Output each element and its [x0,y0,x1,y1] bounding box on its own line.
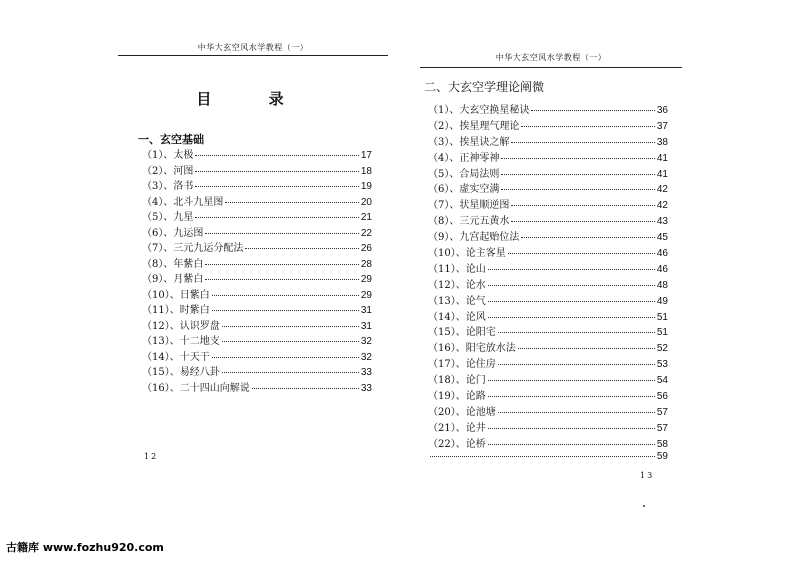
dot-leader [488,269,655,270]
toc-entry [428,355,668,371]
toc-entry-number: （14）、 [142,351,180,363]
toc-entry-number: （16）、 [142,382,180,394]
dot-leader [488,380,655,381]
dot-leader [501,158,655,159]
toc-entry-number: （17）、 [428,359,466,371]
toc-entry [428,323,668,339]
toc-entry [428,180,668,196]
running-header: 中华大玄空风水学教程（一） [197,43,309,52]
toc-entry-number: （8）、 [428,216,460,228]
toc-entry-title: 易经八卦 [179,367,220,378]
toc-entry-page: 49 [656,295,668,307]
toc-entry-title: 论路 [465,391,486,403]
toc-entry [428,244,668,260]
toc-entry-page: 57 [656,422,668,434]
toc-entry-page: 33 [360,367,372,378]
toc-entry [142,162,372,178]
dot-leader [195,186,359,187]
dot-leader [222,372,359,373]
toc-list [142,146,372,394]
toc-entry-title: 论主客星 [465,248,506,260]
toc-entry-number: （5）、 [142,212,174,223]
toc-entry-title: 大玄空换星秘诀 [459,105,530,116]
toc-entry-number: （15）、 [428,327,466,339]
dot-leader [430,456,655,457]
dot-leader [511,142,655,143]
toc-entry-number: （1）、 [142,150,174,161]
header-rule [118,55,388,56]
toc-entry-number: （7）、 [428,200,460,212]
dot-leader [531,110,655,111]
toc-entry [428,339,668,355]
dot-leader [501,174,655,175]
toc-entry [428,308,668,324]
toc-entry [142,193,372,209]
dot-leader [521,126,655,127]
toc-entry-title: 论风 [465,311,486,323]
toc-entry-number: （3）、 [428,136,460,148]
toc-entry-page: 29 [360,289,372,301]
scan-speck [643,505,645,507]
toc-entry [428,149,668,165]
toc-entry-number: （21）、 [428,422,466,434]
toc-entry-title: 挨星理气理论 [459,120,520,132]
toc-entry-title: 十天干 [179,351,210,363]
toc-entry-page: 51 [656,311,668,323]
toc-entry-title: 认识罗盘 [179,320,220,332]
toc-entry-title: 九星 [173,212,194,223]
toc-entry-page: 41 [656,152,668,164]
toc-entry [142,317,372,333]
toc-entry-page: 53 [656,359,668,371]
toc-entry-number: （18）、 [428,375,466,387]
toc-entry-page: 45 [656,232,668,244]
toc-entry-page: 20 [360,196,372,208]
toc-entry-number: （12）、 [428,279,466,291]
toc-entry-title: 三元五黄水 [459,216,510,228]
dot-leader [212,295,359,296]
toc-entry-number: （6）、 [428,184,460,196]
dot-leader [488,301,655,302]
dot-leader [205,279,359,280]
dot-leader [195,171,359,172]
toc-entry [142,177,372,193]
section-heading: 一、玄空基础 [138,133,204,146]
toc-entry-page: 54 [656,375,668,387]
toc-entry-title: 阳宅放水法 [465,343,516,355]
toc-entry-page: 41 [656,168,668,180]
page-number: 12 [144,452,159,461]
contents-title: 目 录 [196,90,310,108]
toc-entry-page: 21 [360,212,372,223]
toc-entry-number: （13）、 [428,295,466,307]
toc-entry-title: 论阳宅 [465,327,496,339]
toc-entry [142,363,372,379]
dot-leader [205,264,359,265]
toc-entry-number: （4）、 [142,196,174,208]
dot-leader [508,253,655,254]
toc-entry-title: 论山 [465,263,486,275]
dot-leader [225,202,359,203]
toc-entry [428,117,668,133]
watermark-text: 古籍库 www.fozhu920.com [6,541,164,554]
dot-leader [511,221,655,222]
toc-entry-title: 正神零神 [459,152,500,164]
toc-entry-title: 太极 [173,150,194,161]
toc-entry-page: 43 [656,216,668,228]
toc-entry-title: 年紫白 [173,258,204,270]
toc-entry-number: （20）、 [428,406,466,418]
toc-entry-number: （16）、 [428,343,466,355]
toc-entry-title: 北斗九星图 [173,196,224,208]
toc-entry-number: （9）、 [142,274,174,285]
toc-entry-number: （2）、 [142,165,174,177]
toc-entry [428,133,668,149]
toc-entry-number: （11）、 [428,263,466,275]
toc-entry-number: （1）、 [428,105,460,116]
dot-leader [245,248,359,249]
toc-entry-number: （10）、 [142,289,180,301]
toc-entry-page: 42 [656,184,668,196]
toc-entry [428,260,668,276]
toc-entry-page: 38 [656,136,668,148]
toc-entry [142,348,372,364]
toc-entry-page: 31 [360,305,372,316]
toc-entry [142,255,372,271]
toc-entry [428,165,668,181]
toc-entry-title: 论住房 [465,359,496,371]
toc-entry-page: 26 [360,243,372,254]
toc-entry-page: 28 [360,258,372,270]
toc-entry-number: （7）、 [142,243,174,254]
toc-entry [142,224,372,240]
toc-entry-page: 59 [656,450,668,462]
toc-entry-page: 31 [360,320,372,332]
toc-entry-page: 29 [360,274,372,285]
toc-entry [428,196,668,212]
toc-entry [142,146,372,162]
toc-entry-title: 论桥 [465,438,486,450]
right-page [420,40,682,500]
toc-entry-page: 18 [360,165,372,177]
toc-entry-number: （5）、 [428,168,460,180]
toc-entry-title: 日紫白 [179,289,210,301]
toc-entry-title: 九宫起贻位法 [459,232,520,244]
dot-leader [205,233,359,234]
toc-entry [428,292,668,308]
toc-entry-page: 42 [656,200,668,212]
dot-leader [212,310,359,311]
toc-entry [142,239,372,255]
toc-entry [142,286,372,302]
dot-leader [488,444,655,445]
toc-entry [142,379,372,395]
dot-leader [488,317,655,318]
toc-entry-title: 三元九运分配法 [173,243,244,254]
toc-list [428,101,668,466]
header-rule [420,67,682,68]
toc-entry-page: 17 [360,150,372,161]
dot-leader [498,412,655,413]
toc-entry-title: 河图 [173,165,194,177]
toc-entry [142,301,372,317]
dot-leader [195,217,359,218]
toc-entry-page: 56 [656,391,668,403]
toc-entry-number: （13）、 [142,336,180,347]
toc-entry-page: 57 [656,406,668,418]
dot-leader [518,348,655,349]
toc-entry-number: （14）、 [428,311,466,323]
toc-entry [142,270,372,286]
toc-entry-number: （11）、 [142,305,180,316]
dot-leader [498,364,655,365]
toc-entry [142,208,372,224]
toc-entry-page: 36 [656,105,668,116]
dot-leader [252,388,359,389]
toc-entry-number: （10）、 [428,248,466,260]
toc-entry-title: 状星顺逆图 [459,200,510,212]
toc-entry-title: 挨星诀之解 [459,136,510,148]
dot-leader [488,396,655,397]
toc-entry-number: （22）、 [428,438,466,450]
toc-entry [428,212,668,228]
dot-leader [212,357,359,358]
toc-entry-page: 33 [360,382,372,394]
toc-entry-title: 论门 [465,375,486,387]
running-header: 中华大玄空风水学教程（一） [495,53,607,62]
toc-entry-title: 九运图 [173,227,204,239]
toc-entry-title: 论气 [465,295,486,307]
dot-leader [222,326,359,327]
toc-entry [428,101,668,117]
dot-leader [498,332,655,333]
toc-entry-page: 32 [360,351,372,363]
left-page [118,30,388,480]
toc-entry-title: 月紫白 [173,274,204,285]
toc-entry-page: 48 [656,279,668,291]
toc-entry-title: 论水 [465,279,486,291]
toc-entry-page: 51 [656,327,668,339]
toc-entry-page: 46 [656,248,668,260]
toc-entry-page: 46 [656,263,668,275]
toc-entry-number: （9）、 [428,232,460,244]
dot-leader [195,155,359,156]
toc-entry-title: 十二地支 [179,336,220,347]
page-number: 13 [640,471,655,480]
toc-entry [142,332,372,348]
toc-entry-number: （8）、 [142,258,174,270]
toc-entry [428,451,668,467]
toc-entry-page: 32 [360,336,372,347]
toc-entry [428,276,668,292]
toc-entry-number: （12）、 [142,320,180,332]
toc-entry-number: （4）、 [428,152,460,164]
toc-entry-number: （19）、 [428,391,466,403]
dot-leader [521,237,655,238]
dot-leader [501,189,655,190]
toc-entry [428,419,668,435]
toc-entry-number: （15）、 [142,367,180,378]
toc-entry [428,228,668,244]
toc-entry-number: （6）、 [142,227,174,239]
toc-entry-page: 58 [656,438,668,450]
dot-leader [488,428,655,429]
toc-entry-number: （2）、 [428,120,460,132]
toc-entry [428,387,668,403]
toc-entry-title: 虚实空满 [459,184,500,196]
toc-entry-page: 22 [360,227,372,239]
toc-entry-page: 52 [656,343,668,355]
toc-entry-title: 论池塘 [465,406,496,418]
dot-leader [511,205,655,206]
toc-entry-page: 19 [360,181,372,192]
section-heading: 二、大玄空学理论阐微 [424,80,545,94]
toc-entry [428,435,668,451]
toc-entry-title: 论井 [465,422,486,434]
toc-entry [428,403,668,419]
toc-entry-title: 合局法则 [459,168,500,180]
toc-entry-title: 洛书 [173,181,194,192]
toc-entry-title: 二十四山向解说 [179,382,250,394]
toc-entry-title: 时紫白 [179,305,210,316]
toc-entry [428,371,668,387]
dot-leader [222,341,359,342]
toc-entry-page: 37 [656,120,668,132]
dot-leader [488,285,655,286]
toc-entry-number: （3）、 [142,181,174,192]
